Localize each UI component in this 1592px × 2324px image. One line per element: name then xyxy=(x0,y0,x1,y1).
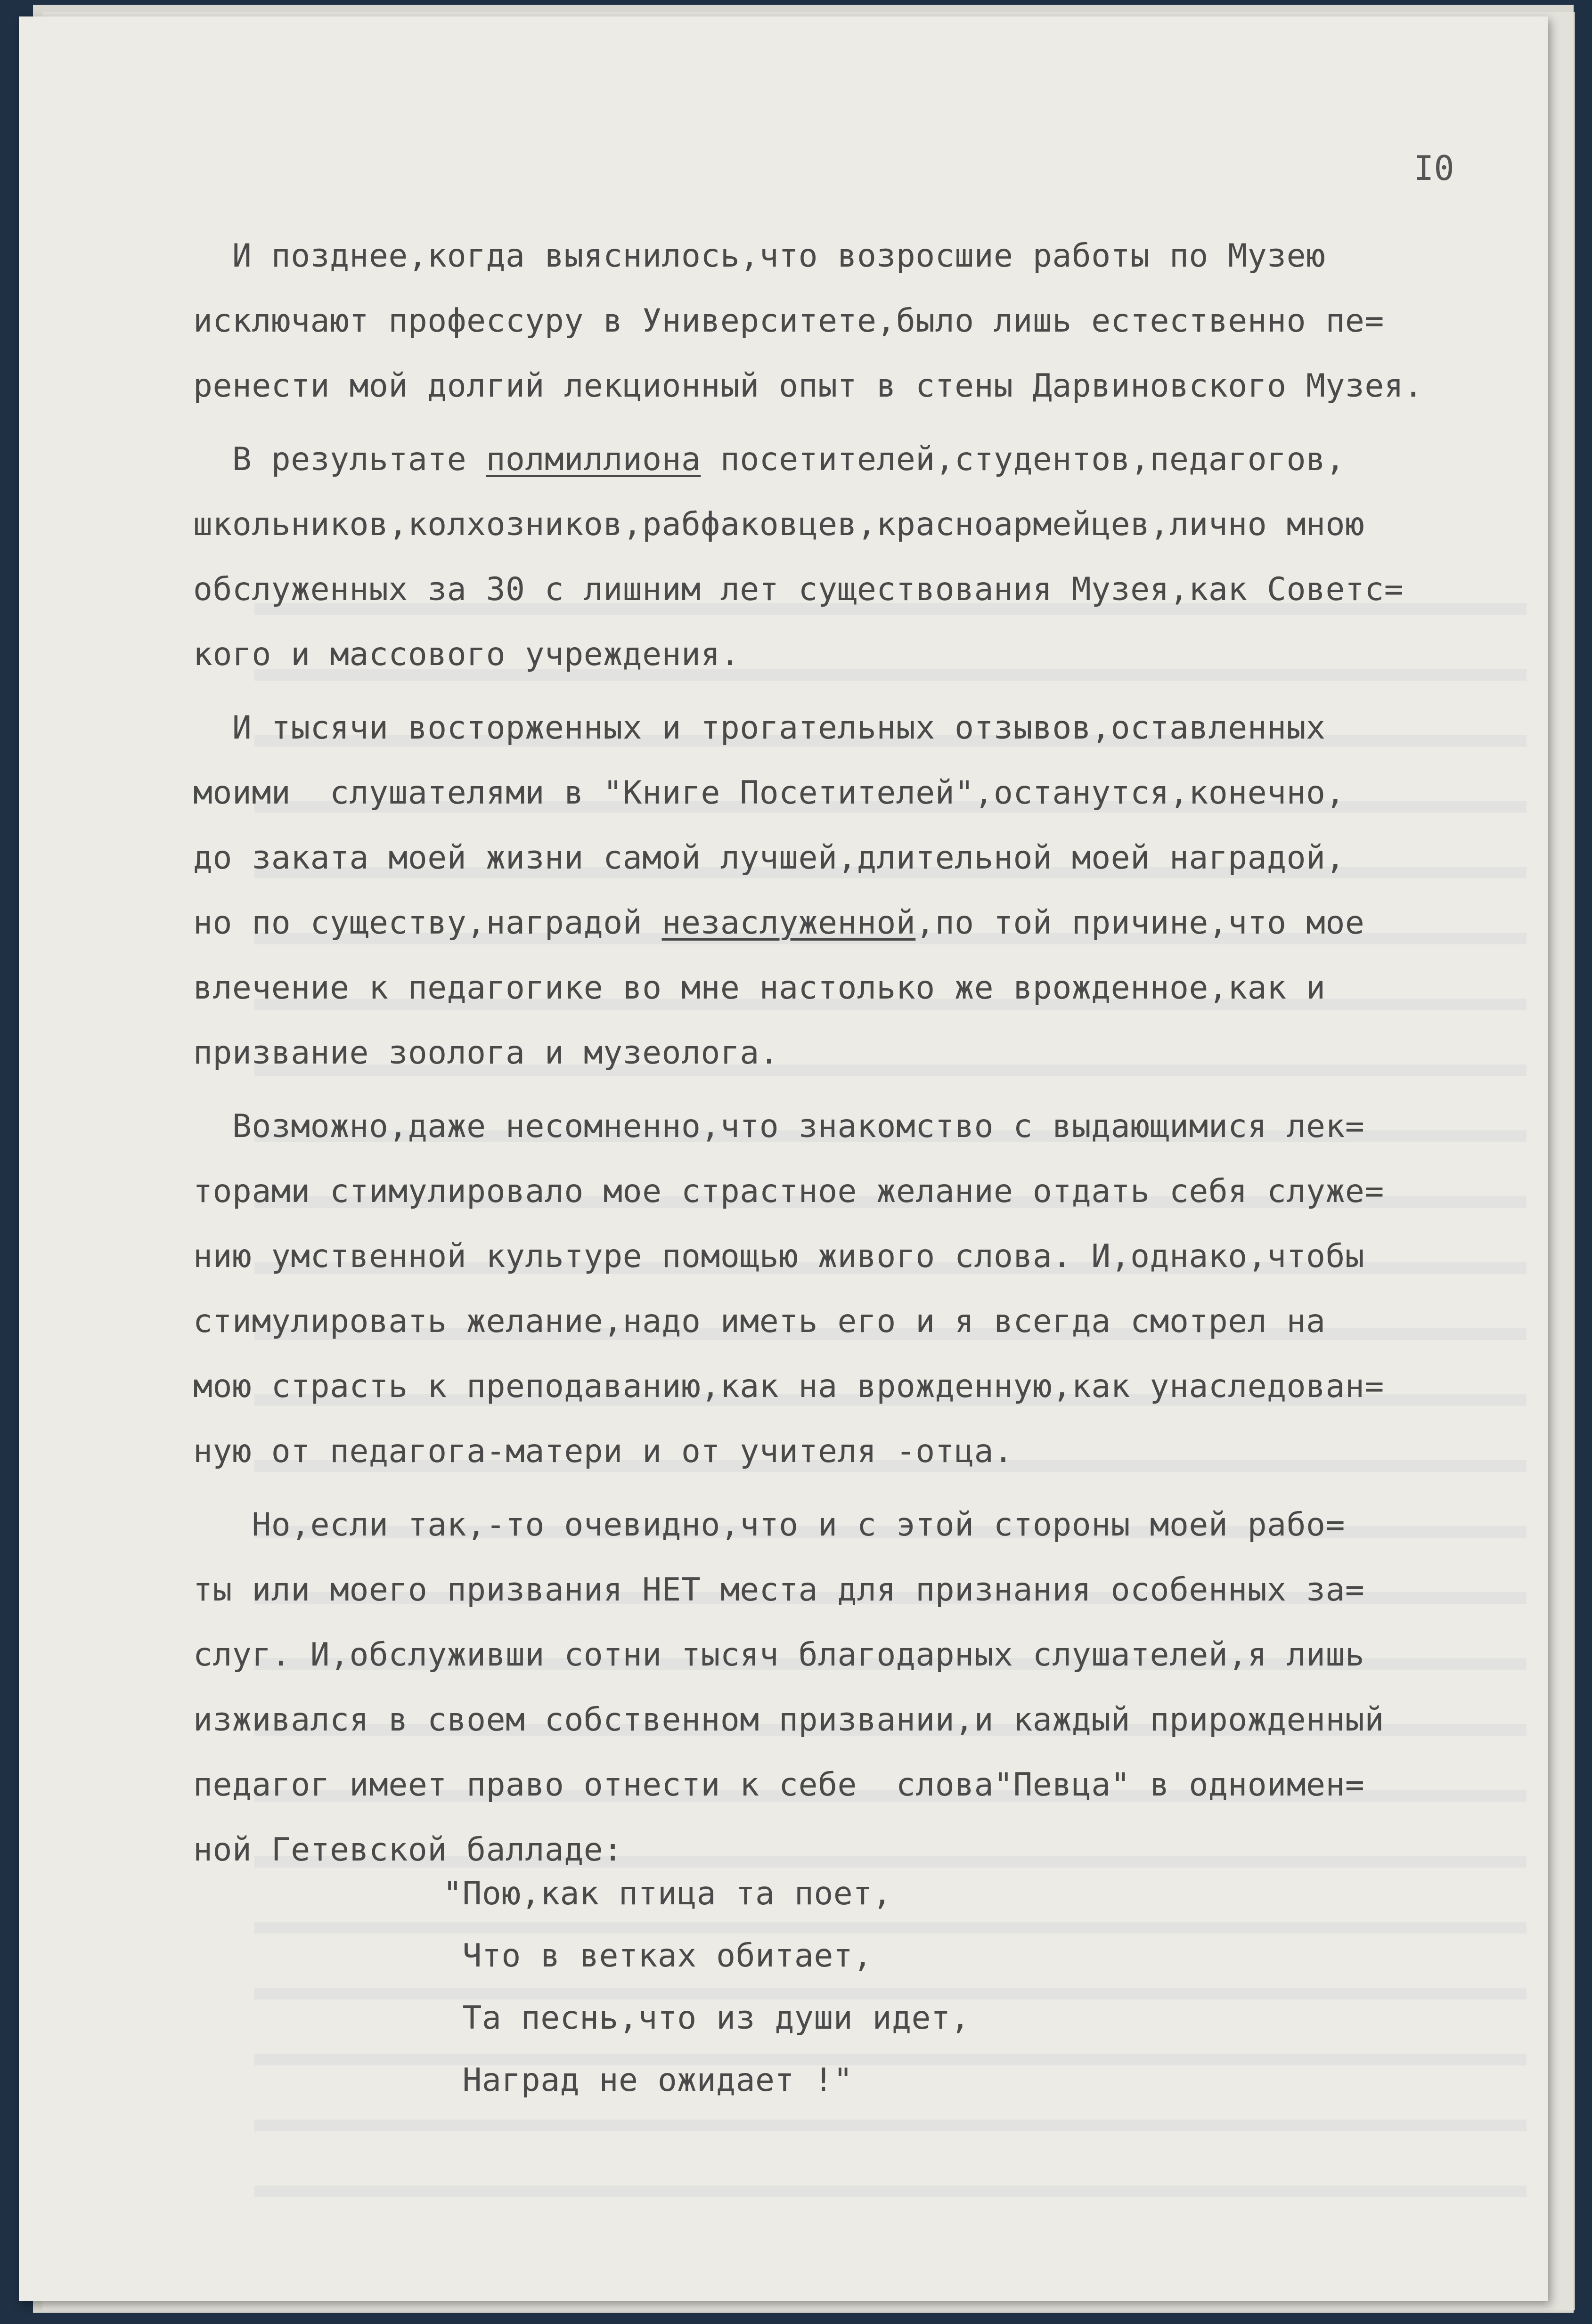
text-segment: торами стимулировало мое страстное желание отдать себя служе= xyxy=(193,1173,1384,1210)
text-line xyxy=(193,622,1541,687)
text-line xyxy=(193,696,1541,761)
poem-line: Наград не ожидает !" xyxy=(443,2062,853,2099)
body-text xyxy=(193,224,1541,1891)
text-segment: ,по той причине,что мое xyxy=(915,904,1365,942)
text-line xyxy=(193,1159,1541,1224)
text-segment: призвание зоолога и музеолога. xyxy=(193,1034,779,1072)
text-line xyxy=(193,956,1541,1021)
text-line xyxy=(193,1021,1541,1086)
text-segment: обслуженных за 30 с лишним лет существования Музея,как Советс= xyxy=(193,571,1404,608)
poem-line: Та песнь,что из души идет, xyxy=(443,1999,970,2037)
paragraph-gap xyxy=(193,687,1541,696)
text-segment: ренести мой долгий лекционный опыт в стены Дарвиновского Музея. xyxy=(193,367,1423,405)
paragraph-gap xyxy=(193,1484,1541,1493)
text-segment: В результате xyxy=(193,441,486,478)
paragraph-gap xyxy=(193,1086,1541,1094)
text-line xyxy=(193,224,1541,289)
underlined-word: полмиллиона xyxy=(486,441,701,478)
underlined-word: незаслуженной xyxy=(661,904,916,942)
text-line xyxy=(193,1688,1541,1753)
text-segment: ную от педагога-матери и от учителя -отца. xyxy=(193,1433,1013,1470)
text-segment: изживался в своем собственном призвании,и каждый прирожденный xyxy=(193,1701,1384,1739)
text-line xyxy=(193,1094,1541,1159)
text-segment: педагог имеет право отнести к себе слова"Певца" в одноимен= xyxy=(193,1766,1365,1804)
paragraph xyxy=(193,427,1541,687)
text-line xyxy=(193,1354,1541,1419)
text-line xyxy=(193,557,1541,622)
text-line xyxy=(193,427,1541,492)
paragraph-gap xyxy=(193,419,1541,427)
text-segment: слуг. И,обслуживши сотни тысяч благодарных слушателей,я лишь xyxy=(193,1636,1365,1674)
poem-quote xyxy=(443,1863,970,2112)
poem-line: "Пою,как птица та поет, xyxy=(443,1875,892,1912)
text-segment: ты или моего призвания НЕТ места для признания особенных за= xyxy=(193,1571,1365,1609)
text-line xyxy=(193,1419,1541,1484)
text-line xyxy=(193,826,1541,891)
text-segment: посетителей,студентов,педагогов, xyxy=(701,441,1345,478)
text-segment: исключают профессуру в Университете,было лишь естественно пе= xyxy=(193,302,1384,340)
text-line xyxy=(193,761,1541,826)
text-segment: И тысячи восторженных и трогательных отзывов,оставленных xyxy=(193,709,1326,747)
text-segment: но по существу,наградой xyxy=(193,904,662,942)
text-line xyxy=(193,492,1541,557)
text-segment: моими слушателями в "Книге Посетителей",останутся,конечно, xyxy=(193,774,1345,812)
text-line xyxy=(193,1623,1541,1688)
paragraph xyxy=(193,224,1541,419)
text-segment: до заката моей жизни самой лучшей,длительной моей наградой, xyxy=(193,839,1345,877)
text-line xyxy=(193,1558,1541,1623)
text-line xyxy=(193,1753,1541,1818)
text-segment: влечение к педагогике во мне настолько же врожденное,как и xyxy=(193,969,1326,1007)
text-line xyxy=(193,289,1541,354)
text-segment: Но,если так,-то очевидно,что и с этой стороны моей рабо= xyxy=(193,1506,1345,1544)
text-line xyxy=(193,1289,1541,1354)
text-line xyxy=(193,354,1541,419)
text-segment: И позднее,когда выяснилось,что возросшие работы по Музею xyxy=(193,237,1326,275)
paragraph xyxy=(193,696,1541,1086)
text-segment: ной Гетевской балладе: xyxy=(193,1831,623,1869)
text-segment: нию умственной культуре помощью живого слова. И,однако,чтобы xyxy=(193,1238,1365,1275)
text-line xyxy=(193,1224,1541,1289)
paragraph xyxy=(193,1094,1541,1484)
poem-line: Что в ветках обитает, xyxy=(443,1937,873,1975)
text-segment: школьников,колхозников,рабфаковцев,красноармейцев,лично мною xyxy=(193,506,1365,543)
text-line xyxy=(193,891,1541,956)
text-line xyxy=(193,1493,1541,1558)
text-segment: стимулировать желание,надо иметь его и я всегда смотрел на xyxy=(193,1303,1326,1340)
text-segment: мою страсть к преподаванию,как на врожденную,как унаследован= xyxy=(193,1368,1384,1405)
page-number: I0 xyxy=(1413,148,1454,188)
text-segment: Возможно,даже несомненно,что знакомство с выдающимися лек= xyxy=(193,1108,1365,1145)
typewritten-page xyxy=(19,16,1548,2301)
paragraph xyxy=(193,1493,1541,1883)
text-segment: кого и массового учреждения. xyxy=(193,636,740,673)
